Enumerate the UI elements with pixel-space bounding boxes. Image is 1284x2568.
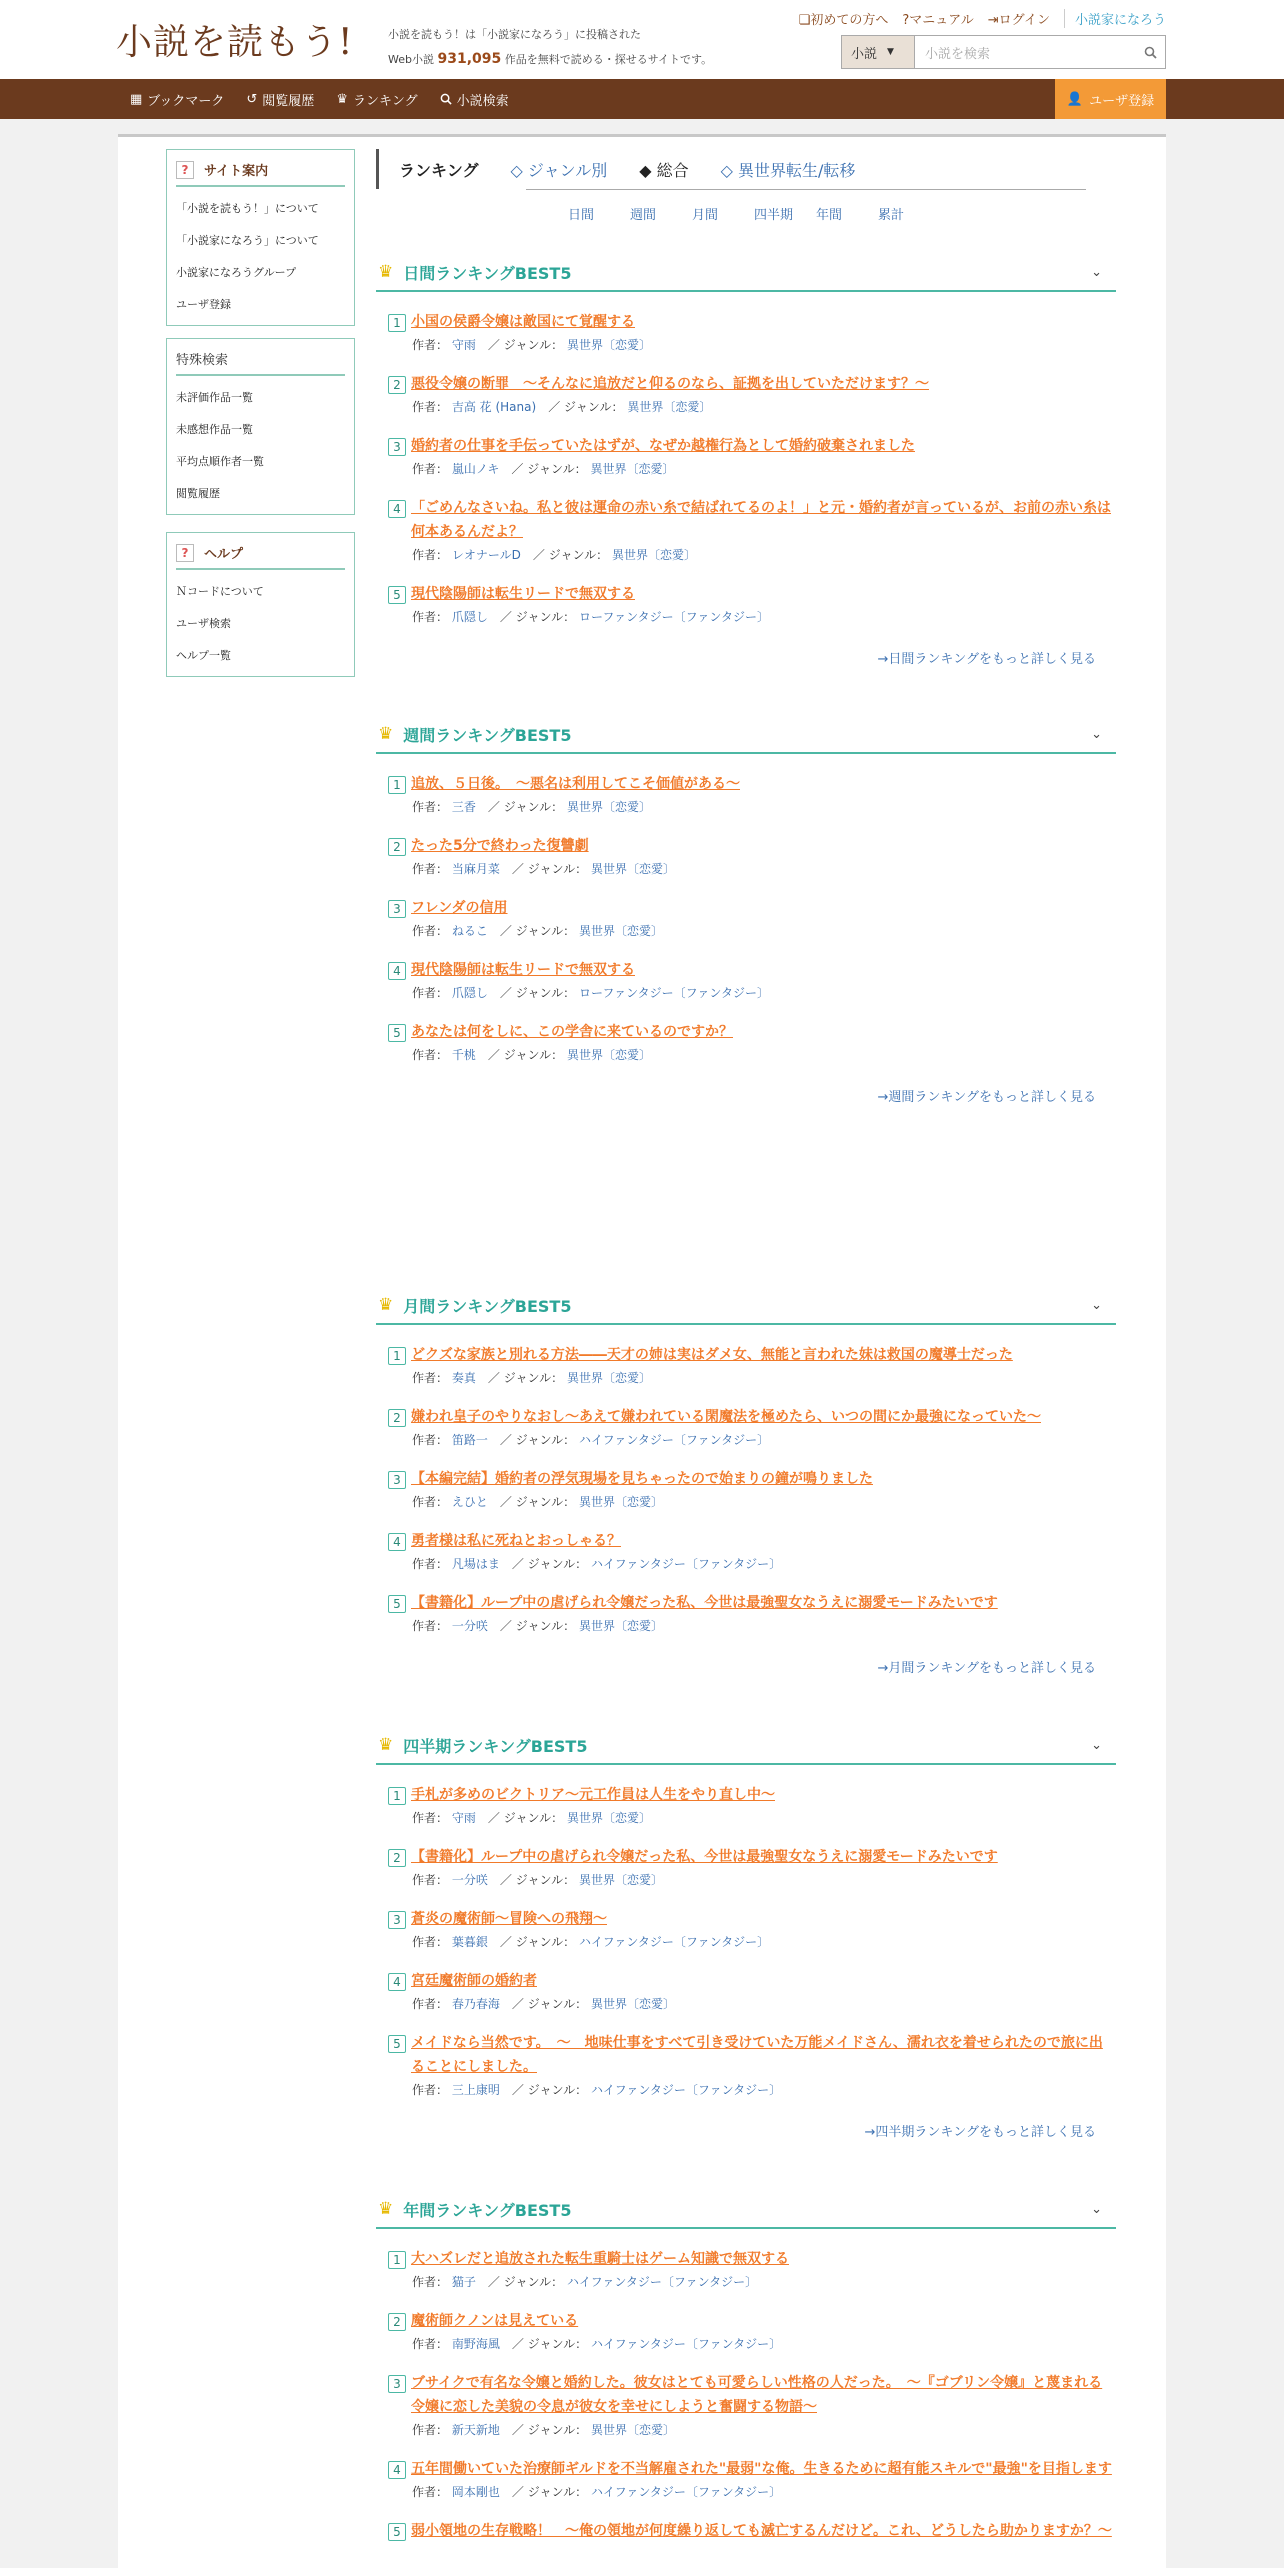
novel-meta: 作者： 笛路一 ／ ジャンル： ハイファンタジー〔ファンタジー〕 — [412, 1433, 770, 1447]
rank-number: 2 — [388, 1409, 406, 1427]
sidebar-item[interactable]: Ｎコードについて — [176, 585, 264, 598]
rank-number: 1 — [388, 2251, 406, 2269]
author-link[interactable]: 三香 — [451, 800, 476, 814]
help-icon: ? — [902, 13, 910, 28]
novel-meta: 作者： 守雨 ／ ジャンル： 異世界〔恋愛〕 — [412, 1811, 651, 1825]
ranking-item — [376, 1020, 1116, 1064]
sidebar-item[interactable]: ユーザ検索 — [176, 617, 231, 630]
novel-title-link[interactable]: どクズな家族と別れる方法――天才の姉は実はダメ女、無能と言われた妹は救国の魔導士だった — [411, 1347, 1013, 1363]
section-title: 四半期ランキングBEST5 — [403, 1736, 588, 1756]
manual-link[interactable]: ?マニュアル — [902, 13, 974, 28]
novel-meta: 作者： 一分咲 ／ ジャンル： 異世界〔恋愛〕 — [412, 1619, 663, 1633]
question-icon: ? — [176, 544, 194, 562]
novel-meta: 作者： 嵐山ノキ ／ ジャンル： 異世界〔恋愛〕 — [412, 462, 675, 476]
ranking-item — [376, 1405, 1116, 1449]
period-monthly[interactable]: 月間 — [692, 208, 719, 223]
novel-title-link[interactable]: たった5分で終わった復讐劇 — [411, 838, 589, 854]
author-link[interactable]: 守雨 — [451, 338, 476, 352]
novel-title-link[interactable]: 宮廷魔術師の婚約者 — [411, 1973, 537, 1989]
search-input[interactable]: 小説を検索 — [925, 46, 991, 62]
ranking-item — [376, 2519, 1116, 2543]
genre-link[interactable]: 異世界〔恋愛〕 — [590, 1997, 675, 2011]
novel-meta: 作者： レオナールD ／ ジャンル： 異世界〔恋愛〕 — [412, 548, 696, 562]
grid-icon: ▦ — [130, 91, 143, 107]
novel-title-link[interactable]: 小国の侯爵令嬢は敵国にて覚醒する — [411, 314, 635, 330]
novel-title-link[interactable]: 【書籍化】ループ中の虐げられ令嬢だった私、今世は最強聖女なうえに溺愛モードみたいです — [411, 1849, 998, 1865]
author-link[interactable]: 千桃 — [451, 1048, 476, 1062]
ranking-tabs — [376, 149, 1094, 223]
nav-history[interactable]: ↺ 閲覧履歴 — [246, 91, 315, 109]
novel-meta: 作者： 爪隠し ／ ジャンル： ローファンタジー〔ファンタジー〕 — [412, 610, 769, 624]
novel-meta: 作者： えひと ／ ジャンル： 異世界〔恋愛〕 — [412, 1495, 663, 1509]
genre-link[interactable]: 異世界〔恋愛〕 — [590, 2423, 675, 2437]
genre-link[interactable]: ハイファンタジー〔ファンタジー〕 — [590, 2485, 782, 2499]
novel-title-link[interactable]: 追放、５日後。 ～悪名は利用してこそ価値がある～ — [411, 776, 740, 792]
rank-number: 2 — [388, 838, 406, 856]
novel-title-link[interactable]: 現代陰陽師は転生リードで無双する — [411, 962, 635, 978]
novel-meta: 作者： 守雨 ／ ジャンル： 異世界〔恋愛〕 — [412, 338, 651, 352]
novel-meta: 作者： 千桃 ／ ジャンル： 異世界〔恋愛〕 — [412, 1048, 651, 1062]
ranking-item — [376, 2247, 1116, 2291]
rank-number: 5 — [388, 2523, 406, 2541]
novel-title-link[interactable]: 「ごめんなさいね。私と彼は運命の赤い糸で結ばれてるのよ！」と元・婚約者が言っているが、お前の赤い糸は何本あるんだよ？ — [411, 500, 1111, 540]
genre-link[interactable]: 異世界〔恋愛〕 — [566, 800, 651, 814]
novel-meta: 作者： 三香 ／ ジャンル： 異世界〔恋愛〕 — [412, 800, 651, 814]
rank-number: 3 — [388, 1911, 406, 1929]
novel-title-link[interactable]: 五年間働いていた治療師ギルドを不当解雇された"最弱"な俺。生きるために超有能スキルで"最強"を目指します — [411, 2461, 1112, 2477]
genre-link[interactable]: 異世界〔恋愛〕 — [627, 400, 712, 414]
rank-number: 1 — [388, 314, 406, 332]
period-daily[interactable]: 日間 — [568, 208, 595, 223]
author-link[interactable]: 南野海風 — [451, 2337, 500, 2351]
nav-search[interactable]: 小説検索 — [440, 90, 509, 109]
novel-meta: 作者： 爪隠し ／ ジャンル： ローファンタジー〔ファンタジー〕 — [412, 986, 769, 1000]
site-tagline: 小説を読もう！は「小説家になろう」に投稿された Web小説 931,095 作品を無料で読める・探せるサイトです。 — [388, 28, 713, 67]
genre-link[interactable]: ハイファンタジー〔ファンタジー〕 — [590, 2337, 782, 2351]
author-link[interactable]: 爪隠し — [451, 610, 488, 624]
section-header[interactable] — [376, 2191, 1116, 2229]
author-link[interactable]: 笛路一 — [451, 1433, 488, 1447]
chevron-down-icon[interactable]: ⌄ — [1091, 1297, 1102, 1313]
ranking-item — [376, 2309, 1116, 2353]
login-icon: ⇥ — [987, 13, 999, 28]
genre-link[interactable]: 異世界〔恋愛〕 — [578, 1873, 663, 1887]
more-ranking-link[interactable]: →日間ランキングをもっと詳しく見る — [877, 652, 1096, 667]
section-title: 週間ランキングBEST5 — [403, 725, 572, 745]
author-link[interactable]: 春乃春海 — [451, 1997, 500, 2011]
novel-title-link[interactable]: 弱小領地の生存戦略！ ～俺の領地が何度繰り返しても滅亡するんだけど。これ、どうしたら助かりますか？～ — [411, 2523, 1112, 2539]
author-link[interactable]: 奏真 — [451, 1371, 476, 1385]
period-yearly[interactable]: 年間 — [816, 208, 843, 223]
novel-meta: 作者： 凡場はま ／ ジャンル： ハイファンタジー〔ファンタジー〕 — [412, 1557, 782, 1571]
author-link[interactable]: 三上康明 — [451, 2083, 500, 2097]
period-links — [568, 204, 1094, 223]
genre-link[interactable]: 異世界〔恋愛〕 — [566, 338, 651, 352]
rank-number: 1 — [388, 1787, 406, 1805]
genre-link[interactable]: 異世界〔恋愛〕 — [578, 1495, 663, 1509]
ranking-item — [376, 372, 1116, 416]
novel-title-link[interactable]: 嫌われ皇子のやりなおし～あえて嫌われている閑魔法を極めたら、いつの間にか最強になっていた～ — [411, 1409, 1041, 1425]
ranking-section — [376, 254, 1116, 667]
nav-bookmark[interactable]: ▦ ブックマーク — [130, 91, 225, 109]
chevron-down-icon[interactable]: ⌄ — [1091, 726, 1102, 742]
site-logo[interactable]: 小説を読もう! — [116, 22, 354, 63]
genre-link[interactable]: 異世界〔恋愛〕 — [578, 924, 663, 938]
section-header[interactable] — [376, 254, 1116, 292]
novel-meta: 作者： 三上康明 ／ ジャンル： ハイファンタジー〔ファンタジー〕 — [412, 2083, 782, 2097]
novel-meta: 作者： 一分咲 ／ ジャンル： 異世界〔恋愛〕 — [412, 1873, 663, 1887]
author-link[interactable]: 新天新地 — [451, 2423, 500, 2437]
ranking-section — [376, 716, 1116, 1105]
sidebar-item[interactable]: 閲覧履歴 — [176, 487, 220, 500]
main-nav — [0, 79, 1284, 119]
genre-link[interactable]: ハイファンタジー〔ファンタジー〕 — [590, 2083, 782, 2097]
ranking-item — [376, 958, 1116, 1002]
section-header[interactable] — [376, 1727, 1116, 1765]
search-button[interactable] — [1135, 36, 1165, 68]
user-register-button[interactable]: 👤 ユーザ登録 — [1055, 79, 1166, 119]
user-icon: 👤 — [1066, 91, 1084, 107]
author-link[interactable]: 岡本剛也 — [451, 2485, 500, 2499]
novel-title-link[interactable]: 現代陰陽師は転生リードで無双する — [411, 586, 635, 602]
ranking-item — [376, 496, 1116, 564]
genre-link[interactable]: 異世界〔恋愛〕 — [566, 1811, 651, 1825]
author-link[interactable]: 一分咲 — [451, 1619, 488, 1633]
section-title: 月間ランキングBEST5 — [403, 1296, 572, 1316]
period-weekly[interactable]: 週間 — [630, 208, 657, 223]
author-link[interactable]: ねるこ — [451, 924, 488, 938]
search-category-select[interactable]: 小説 ▼ — [842, 36, 915, 68]
nav-ranking[interactable]: ♛ ランキング — [336, 91, 418, 109]
novel-title-link[interactable]: 蒼炎の魔術師〜冒険への飛翔〜 — [411, 1911, 607, 1927]
ranking-item — [376, 2457, 1116, 2501]
section-title: 日間ランキングBEST5 — [403, 263, 572, 283]
genre-link[interactable]: ローファンタジー〔ファンタジー〕 — [578, 610, 769, 624]
ranking-item — [376, 1907, 1116, 1951]
genre-link[interactable]: ハイファンタジー〔ファンタジー〕 — [566, 2275, 758, 2289]
author-link[interactable]: レオナールD — [451, 548, 521, 562]
rank-number: 4 — [388, 1973, 406, 1991]
sidebar-item[interactable]: 未評価作品一覧 — [176, 391, 253, 404]
novel-title-link[interactable]: 手札が多めのビクトリア〜元工作員は人生をやり直し中〜 — [411, 1787, 775, 1803]
tab-isekai[interactable]: ◇ 異世界転生/転移 — [720, 160, 856, 180]
period-quarterly[interactable]: 四半期 — [754, 208, 794, 223]
chevron-down-icon[interactable]: ⌄ — [1091, 264, 1102, 280]
genre-link[interactable]: 異世界〔恋愛〕 — [590, 462, 675, 476]
rank-number: 1 — [388, 1347, 406, 1365]
more-ranking-link[interactable]: →四半期ランキングをもっと詳しく見る — [864, 2125, 1096, 2140]
novel-title-link[interactable]: 悪役令嬢の断罪 ～そんなに追放だと仰るのなら、証拠を出していただけます？～ — [411, 376, 929, 392]
rank-number: 1 — [388, 776, 406, 794]
sidebar-item[interactable]: 「小説家になろう」について — [176, 234, 319, 247]
author-link[interactable]: 爪隠し — [451, 986, 488, 1000]
novel-meta: 作者： 奏真 ／ ジャンル： 異世界〔恋愛〕 — [412, 1371, 651, 1385]
rank-number: 4 — [388, 1533, 406, 1551]
ranking-item — [376, 1783, 1116, 1827]
genre-link[interactable]: 異世界〔恋愛〕 — [611, 548, 696, 562]
ranking-item — [376, 1529, 1116, 1573]
genre-link[interactable]: ハイファンタジー〔ファンタジー〕 — [578, 1935, 770, 1949]
crown-icon: ♛ — [336, 91, 348, 107]
genre-link[interactable]: 異世界〔恋愛〕 — [566, 1048, 651, 1062]
crown-icon: ♛ — [378, 1735, 394, 1755]
novel-meta: 作者： 新天新地 ／ ジャンル： 異世界〔恋愛〕 — [412, 2423, 675, 2437]
rank-number: 2 — [388, 376, 406, 394]
novel-title-link[interactable]: 【本編完結】婚約者の浮気現場を見ちゃったので始まりの鐘が鳴りました — [411, 1471, 873, 1487]
rank-number: 5 — [388, 1595, 406, 1613]
period-total[interactable]: 累計 — [878, 208, 905, 223]
sidebar-site-guide: ? サイト案内 「小説を読もう！」について 「小説家になろう」について 小説家になろうグループ ユーザ登録 — [166, 149, 355, 326]
ranking-section — [376, 1727, 1116, 2140]
novel-meta: 作者： 葉暮銀 ／ ジャンル： ハイファンタジー〔ファンタジー〕 — [412, 1935, 770, 1949]
sidebar-item[interactable]: 「小説を読もう！」について — [176, 202, 319, 215]
author-link[interactable]: えひと — [451, 1495, 488, 1509]
novel-title-link[interactable]: 勇者様は私に死ねとおっしゃる？ — [411, 1533, 621, 1549]
rank-number: 4 — [388, 962, 406, 980]
bookmark-icon: ❏ — [798, 13, 811, 28]
search-icon — [1144, 46, 1157, 59]
search-icon — [440, 93, 452, 105]
novel-title-link[interactable]: あなたは何をしに、この学舎に来ているのですか？ — [411, 1024, 733, 1040]
chevron-down-icon[interactable]: ⌄ — [1091, 1737, 1102, 1753]
sidebar-item[interactable]: ユーザ登録 — [176, 298, 231, 311]
rank-number: 5 — [388, 586, 406, 604]
ranking-item — [376, 1591, 1116, 1635]
genre-link[interactable]: 異世界〔恋愛〕 — [566, 1371, 651, 1385]
novel-meta: 作者： 吉高 花 (Hana) ／ ジャンル： 異世界〔恋愛〕 — [412, 400, 712, 414]
sidebar-item[interactable]: 未感想作品一覧 — [176, 423, 253, 436]
rank-number: 4 — [388, 500, 406, 518]
author-link[interactable]: 吉高 花 (Hana) — [451, 400, 537, 414]
partner-logo-link[interactable]: 小説家になろう — [1064, 9, 1166, 28]
author-link[interactable]: 守雨 — [451, 1811, 476, 1825]
author-link[interactable]: 一分咲 — [451, 1873, 488, 1887]
ranking-item — [376, 772, 1116, 816]
rank-number: 5 — [388, 2035, 406, 2053]
chevron-down-icon: ▼ — [887, 47, 894, 57]
history-icon: ↺ — [246, 91, 258, 107]
section-header[interactable] — [376, 1287, 1116, 1325]
section-header[interactable] — [376, 716, 1116, 754]
sidebar-item[interactable]: ヘルプ一覧 — [176, 649, 231, 662]
more-ranking-link[interactable]: →月間ランキングをもっと詳しく見る — [877, 1661, 1096, 1676]
sidebar-help: ? ヘルプ Ｎコードについて ユーザ検索 ヘルプ一覧 — [166, 532, 355, 677]
rank-number: 4 — [388, 2461, 406, 2479]
login-link[interactable]: ⇥ログイン — [987, 13, 1050, 28]
ranking-item — [376, 582, 1116, 626]
ranking-item — [376, 1845, 1116, 1889]
tab-ranking: ランキング — [399, 160, 479, 180]
ranking-item — [376, 896, 1116, 940]
novel-title-link[interactable]: メイドなら当然です。 ～ 地味仕事をすべて引き受けていた万能メイドさん、濡れ衣を着せられたので旅に出ることにしました。 — [411, 2035, 1103, 2075]
section-title: 年間ランキングBEST5 — [403, 2200, 572, 2220]
site-header — [0, 0, 1284, 79]
rank-number: 2 — [388, 1849, 406, 1867]
genre-link[interactable]: ハイファンタジー〔ファンタジー〕 — [578, 1433, 770, 1447]
sidebar-item[interactable]: 小説家になろうグループ — [176, 266, 297, 279]
crown-icon: ♛ — [378, 1295, 394, 1315]
ranking-item — [376, 434, 1116, 478]
work-count: 931,095 — [437, 51, 502, 67]
rank-number: 3 — [388, 900, 406, 918]
rank-number: 2 — [388, 2313, 406, 2331]
sidebar-special-search: 特殊検索 未評価作品一覧 未感想作品一覧 平均点順作者一覧 閲覧履歴 — [166, 338, 355, 515]
novel-title-link[interactable]: 【書籍化】ループ中の虐げられ令嬢だった私、今世は最強聖女なうえに溺愛モードみたいです — [411, 1595, 998, 1611]
novel-meta: 作者： 猫子 ／ ジャンル： ハイファンタジー〔ファンタジー〕 — [412, 2275, 758, 2289]
ranking-section — [376, 2191, 1116, 2543]
novel-title-link[interactable]: 大ハズレだと追放された転生重騎士はゲーム知識で無双する — [411, 2251, 789, 2267]
sidebar-item[interactable]: 平均点順作者一覧 — [176, 455, 264, 468]
novel-meta: 作者： 南野海風 ／ ジャンル： ハイファンタジー〔ファンタジー〕 — [412, 2337, 782, 2351]
first-visit-link[interactable]: ❏初めての方へ — [798, 13, 889, 28]
tab-genre[interactable]: ◇ ジャンル別 — [510, 160, 608, 180]
tab-overall[interactable]: ◆ 総合 — [639, 160, 689, 180]
rank-number: 3 — [388, 1471, 406, 1489]
novel-title-link[interactable]: 魔術師クノンは見えている — [411, 2313, 579, 2329]
novel-meta: 作者： 春乃春海 ／ ジャンル： 異世界〔恋愛〕 — [412, 1997, 675, 2011]
author-link[interactable]: 猫子 — [451, 2275, 476, 2289]
rank-number: 3 — [388, 2375, 406, 2393]
author-link[interactable]: 嵐山ノキ — [451, 462, 500, 476]
author-link[interactable]: 凡場はま — [451, 1557, 500, 1571]
novel-title-link[interactable]: 婚約者の仕事を手伝っていたはずが、なぜか越権行為として婚約破棄されました — [411, 438, 915, 454]
novel-meta: 作者： 岡本剛也 ／ ジャンル： ハイファンタジー〔ファンタジー〕 — [412, 2485, 782, 2499]
novel-title-link[interactable]: フレンダの信用 — [411, 900, 508, 916]
genre-link[interactable]: 異世界〔恋愛〕 — [578, 1619, 663, 1633]
author-link[interactable]: 葉暮銀 — [451, 1935, 488, 1949]
rank-number: 3 — [388, 438, 406, 456]
genre-link[interactable]: ハイファンタジー〔ファンタジー〕 — [590, 1557, 782, 1571]
ranking-section — [376, 1287, 1116, 1676]
rank-number: 5 — [388, 1024, 406, 1042]
crown-icon: ♛ — [378, 2199, 394, 2219]
ranking-item — [376, 2031, 1116, 2099]
genre-link[interactable]: ローファンタジー〔ファンタジー〕 — [578, 986, 769, 1000]
ranking-item — [376, 1343, 1116, 1387]
genre-link[interactable]: 異世界〔恋愛〕 — [590, 862, 675, 876]
crown-icon: ♛ — [378, 724, 394, 744]
ranking-item — [376, 2371, 1116, 2439]
ranking-item — [376, 310, 1116, 354]
novel-meta: 作者： ねるこ ／ ジャンル： 異世界〔恋愛〕 — [412, 924, 663, 938]
top-links — [799, 9, 1166, 28]
author-link[interactable]: 当麻月菜 — [451, 862, 500, 876]
main-container — [118, 134, 1166, 2568]
ranking-item — [376, 1467, 1116, 1511]
ranking-item — [376, 834, 1116, 878]
novel-meta: 作者： 当麻月菜 ／ ジャンル： 異世界〔恋愛〕 — [412, 862, 675, 876]
novel-title-link[interactable]: ブサイクで有名な令嬢と婚約した。彼女はとても可愛らしい性格の人だった。 ～『ゴブリン令嬢』と蔑まれる令嬢に恋した美貌の令息が彼女を幸せにしようと奮闘する物語～ — [411, 2375, 1103, 2415]
crown-icon: ♛ — [378, 262, 394, 282]
more-ranking-link[interactable]: →週間ランキングをもっと詳しく見る — [877, 1090, 1096, 1105]
question-icon: ? — [176, 161, 194, 179]
search-bar — [841, 35, 1166, 69]
ranking-item — [376, 1969, 1116, 2013]
chevron-down-icon[interactable]: ⌄ — [1091, 2201, 1102, 2217]
